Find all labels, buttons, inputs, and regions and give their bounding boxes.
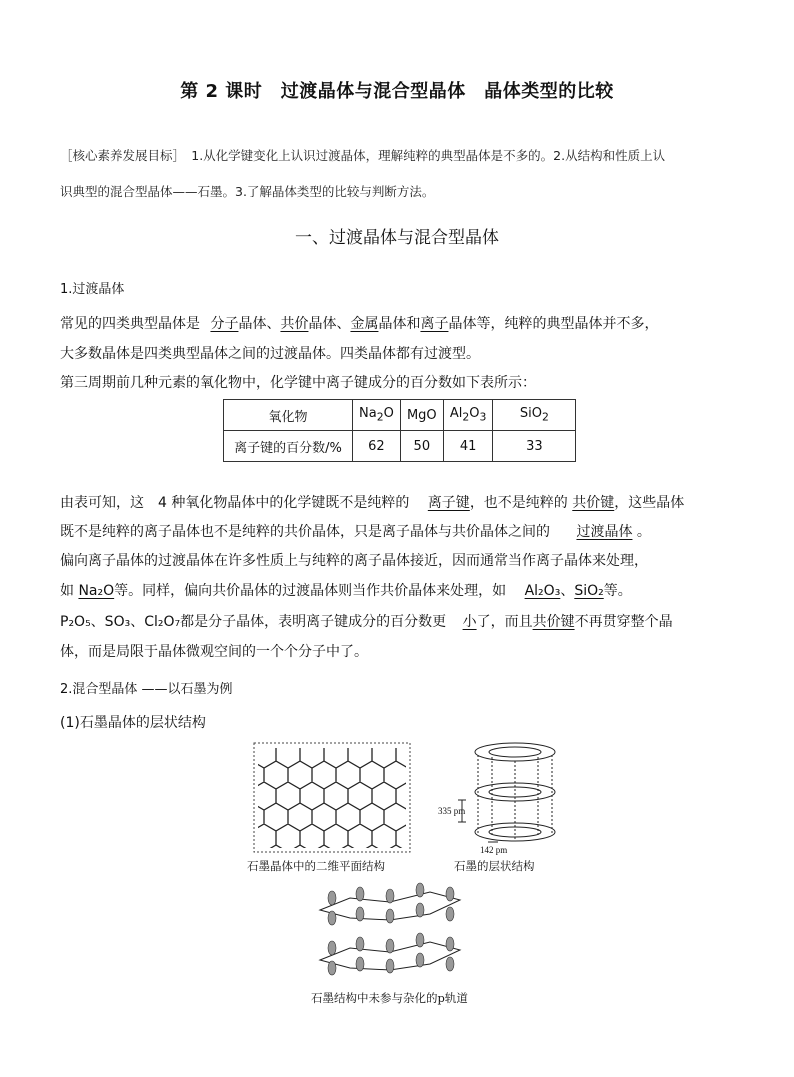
figure-caption: 石墨晶体中的二维平面结构 — [247, 859, 385, 873]
section-title: 一、过渡晶体与混合型晶体 — [295, 228, 499, 248]
blank-answer: 离子 — [420, 316, 449, 332]
text: 2 — [541, 410, 549, 424]
table-cell: 33 — [493, 431, 576, 462]
paragraph-line: 偏向离子晶体的过渡晶体在许多性质上与纯粹的离子晶体接近，因而通常当作离子晶体来处理， — [60, 553, 648, 569]
table-header-cell — [443, 400, 493, 431]
paragraph-line: 第三周期前几种元素的氧化物中，化学键中离子键成分的百分数如下表所示： — [60, 375, 536, 391]
text: 了，而且 — [476, 614, 533, 630]
text: 晶体等，纯粹的典型晶体并不多， — [448, 316, 659, 332]
table-cell: 62 — [353, 431, 401, 462]
figure-caption: 石墨结构中未参与杂化的p轨道 — [311, 991, 468, 1005]
text: 由表可知，这 4 种氧化物晶体中的化学键既不是纯粹的 — [60, 495, 410, 511]
paragraph-line — [60, 313, 658, 333]
text: O — [469, 406, 480, 422]
p-orbital-figure — [310, 880, 470, 985]
text: P₂O₅、SO₃、Cl₂O₇都是分子晶体，表明离子键成分的百分数更 — [60, 614, 447, 630]
text: ，也不是纯粹的 — [469, 495, 568, 511]
text: O — [383, 406, 394, 422]
table-cell: 41 — [443, 431, 493, 462]
table-header-cell: MgO — [400, 400, 443, 431]
ionic-bond-table — [223, 399, 576, 462]
table-cell: 50 — [400, 431, 443, 462]
blank-answer: Na₂O — [78, 583, 115, 599]
text: 如 — [60, 583, 74, 599]
text: 3 — [479, 410, 487, 424]
paragraph-line: 体，而是局限于晶体微观空间的一个个分子中了。 — [60, 644, 368, 660]
blank-answer: 共价键 — [572, 495, 615, 511]
text: 等。同样，偏向共价晶体的过渡晶体则当作共价晶体来处理，如 — [114, 583, 507, 599]
paragraph-line — [60, 521, 651, 541]
figure-caption: 石墨的层状结构 — [454, 859, 535, 873]
table-header-cell — [493, 400, 576, 431]
blank-answer: 过渡晶体 — [576, 524, 633, 540]
paragraph-line — [60, 492, 684, 512]
table-row — [224, 431, 576, 462]
paragraph-line — [60, 580, 632, 600]
text: 等。 — [603, 583, 632, 599]
core-goals-line1: ［核心素养发展目标］ 1.从化学键变化上认识过渡晶体，理解纯粹的典型晶体是不多的。2.从结构和性质上认 — [60, 148, 666, 163]
subsection-title-transition: 1.过渡晶体 — [60, 282, 125, 297]
blank-answer: 离子键 — [427, 495, 470, 511]
text: 2 — [462, 410, 470, 424]
text: Al — [449, 406, 463, 422]
interlayer-distance-label: 335 pm — [438, 806, 466, 816]
blank-answer: 金属 — [350, 316, 379, 332]
text: 不再贯穿整个晶 — [574, 614, 673, 630]
paragraph-line: 大多数晶体是四类典型晶体之间的过渡晶体。四类晶体都有过渡型。 — [60, 346, 480, 362]
subsection-item: (1)石墨晶体的层状结构 — [60, 715, 206, 731]
table-cell: 离子键的百分数/% — [224, 431, 353, 462]
text: 、 — [560, 583, 575, 599]
blank-answer: SiO₂ — [574, 583, 604, 599]
table-row — [224, 400, 576, 431]
text: 晶体、 — [238, 316, 281, 332]
graphite-2d-plane-figure — [252, 740, 412, 855]
text: 2 — [376, 410, 384, 424]
text: Na — [359, 406, 377, 422]
table-header-cell: 氧化物 — [224, 400, 353, 431]
blank-answer: 共价键 — [532, 614, 575, 630]
text: 晶体和 — [378, 316, 421, 332]
core-goals-line2: 识典型的混合型晶体——石墨。3.了解晶体类型的比较与判断方法。 — [60, 184, 435, 199]
text: 常见的四类典型晶体是 — [60, 316, 200, 332]
blank-answer: 分子 — [210, 316, 239, 332]
text: 。 — [636, 524, 651, 540]
table-header-cell — [353, 400, 401, 431]
text: 既不是纯粹的离子晶体也不是纯粹的共价晶体，只是离子晶体与共价晶体之间的 — [60, 524, 550, 540]
subsection-title-mixed: 2.混合型晶体 ——以石墨为例 — [60, 682, 233, 697]
blank-answer: 小 — [462, 614, 477, 630]
graphite-layer-figure — [430, 740, 570, 858]
bond-length-label: 142 pm — [480, 845, 508, 855]
blank-answer: 共价 — [280, 316, 309, 332]
text: ，这些晶体 — [614, 495, 685, 511]
paragraph-line — [60, 611, 673, 631]
blank-answer: Al₂O₃ — [524, 583, 561, 599]
page-title: 第 2 课时 过渡晶体与混合型晶体 晶体类型的比较 — [180, 81, 614, 102]
text: SiO — [519, 406, 542, 422]
text: 晶体、 — [308, 316, 351, 332]
